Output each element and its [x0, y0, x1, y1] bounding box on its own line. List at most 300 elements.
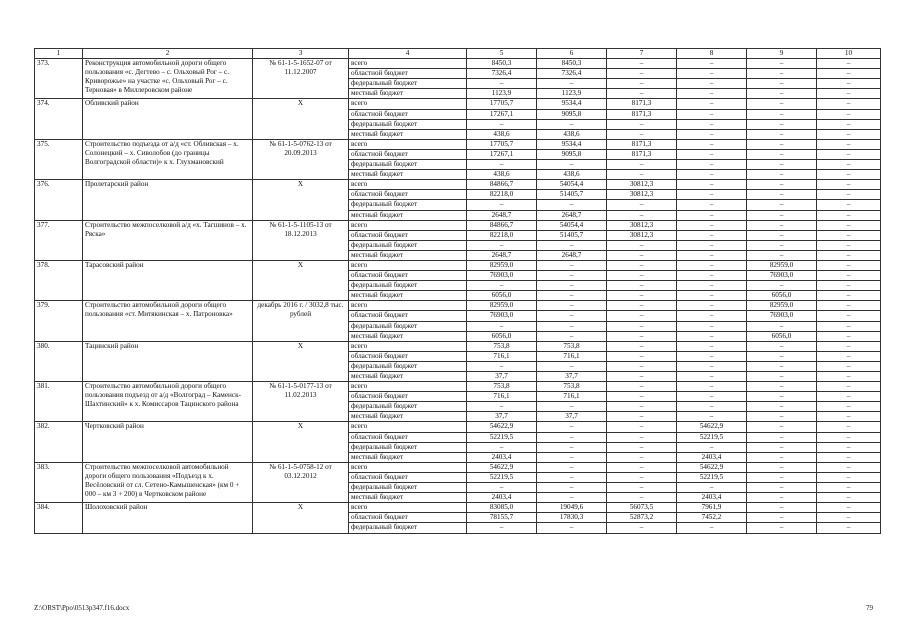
amount-cell: – [537, 523, 607, 533]
row-number: 380. [35, 341, 83, 381]
amount-cell: – [607, 331, 677, 341]
amount-cell: – [677, 412, 747, 422]
table-row [35, 180, 881, 190]
amount-cell: – [817, 331, 881, 341]
amount-cell: 37,7 [537, 412, 607, 422]
amount-cell: – [607, 129, 677, 139]
amount-cell: – [607, 89, 677, 99]
amount-cell: – [607, 271, 677, 281]
amount-cell: 82218,0 [467, 190, 537, 200]
amount-cell: – [747, 321, 817, 331]
amount-cell: – [607, 311, 677, 321]
amount-cell: 84866,7 [467, 220, 537, 230]
amount-cell: – [537, 442, 607, 452]
amount-cell: – [817, 59, 881, 69]
row-number: 382. [35, 422, 83, 462]
amount-cell: 17267,1 [467, 149, 537, 159]
page-number: 79 [866, 604, 873, 612]
header-cell: 10 [817, 49, 881, 59]
amount-cell: – [537, 483, 607, 493]
amount-cell: 8171,3 [607, 149, 677, 159]
amount-cell: – [537, 301, 607, 311]
amount-cell: – [537, 271, 607, 281]
amount-cell: – [677, 99, 747, 109]
amount-cell: – [747, 190, 817, 200]
table-row [35, 301, 881, 311]
funding-source-label: местный бюджет [349, 291, 467, 301]
amount-cell: – [537, 119, 607, 129]
amount-cell: – [607, 432, 677, 442]
funding-source-label: всего [349, 422, 467, 432]
amount-cell: 8450,3 [467, 59, 537, 69]
amount-cell: – [677, 160, 747, 170]
amount-cell: 76903,0 [467, 271, 537, 281]
funding-source-label: всего [349, 503, 467, 513]
amount-cell: – [747, 109, 817, 119]
amount-cell: – [817, 160, 881, 170]
amount-cell: – [747, 422, 817, 432]
amount-cell: – [677, 220, 747, 230]
amount-cell: 17830,3 [537, 513, 607, 523]
amount-cell: – [747, 230, 817, 240]
amount-cell: 2648,7 [537, 250, 607, 260]
amount-cell: – [677, 361, 747, 371]
amount-cell: 83085,0 [467, 503, 537, 513]
object-name: Строительство подъезда от а/д «ст. Обливская – х. Солонецкий – х. Сиволобов (до границы Волгоградской области)» к х. Глухмановский [83, 139, 253, 179]
amount-cell: 82959,0 [467, 260, 537, 270]
amount-cell: – [537, 462, 607, 472]
amount-cell: – [817, 149, 881, 159]
amount-cell: – [817, 170, 881, 180]
funding-source-label: федеральный бюджет [349, 483, 467, 493]
funding-source-label: федеральный бюджет [349, 321, 467, 331]
row-number: 384. [35, 503, 83, 533]
funding-source-label: всего [349, 462, 467, 472]
funding-source-label: федеральный бюджет [349, 402, 467, 412]
amount-cell: – [677, 271, 747, 281]
amount-cell: – [747, 200, 817, 210]
amount-cell: – [817, 513, 881, 523]
amount-cell: – [677, 250, 747, 260]
amount-cell: – [677, 240, 747, 250]
amount-cell: – [817, 372, 881, 382]
amount-cell: – [537, 432, 607, 442]
funding-source-label: областной бюджет [349, 472, 467, 482]
table-row [35, 382, 881, 392]
amount-cell: 52219,5 [467, 432, 537, 442]
amount-cell: – [677, 311, 747, 321]
amount-cell: – [677, 79, 747, 89]
amount-cell: – [537, 311, 607, 321]
funding-source-label: местный бюджет [349, 372, 467, 382]
funding-source-label: федеральный бюджет [349, 442, 467, 452]
amount-cell: – [747, 493, 817, 503]
table-row [35, 503, 881, 513]
amount-cell: – [677, 372, 747, 382]
amount-cell: – [747, 281, 817, 291]
amount-cell: – [817, 230, 881, 240]
amount-cell: 2403,4 [677, 493, 747, 503]
amount-cell: – [817, 382, 881, 392]
amount-cell: – [677, 69, 747, 79]
amount-cell: – [817, 271, 881, 281]
amount-cell: 1123,9 [537, 89, 607, 99]
amount-cell: – [677, 392, 747, 402]
amount-cell: 438,6 [537, 129, 607, 139]
amount-cell: – [817, 79, 881, 89]
amount-cell: – [607, 452, 677, 462]
funding-source-label: всего [349, 180, 467, 190]
amount-cell: – [467, 281, 537, 291]
amount-cell: – [817, 281, 881, 291]
amount-cell: 716,1 [467, 351, 537, 361]
amount-cell: 753,8 [467, 341, 537, 351]
amount-cell: 8450,3 [537, 59, 607, 69]
funding-source-label: местный бюджет [349, 89, 467, 99]
table-row [35, 422, 881, 432]
amount-cell: – [677, 210, 747, 220]
amount-cell: – [677, 230, 747, 240]
object-name: Реконструкция автомобильной дороги общего пользования «с. Дегтево – с. Ольховый Рог – с. Криворожье» на участке «с. Ольховый Рог – с. Терновая» в Миллеровском районе [83, 59, 253, 99]
amount-cell: – [607, 483, 677, 493]
funding-source-label: областной бюджет [349, 311, 467, 321]
amount-cell: – [747, 89, 817, 99]
amount-cell: – [607, 281, 677, 291]
amount-cell: – [817, 341, 881, 351]
amount-cell: – [677, 149, 747, 159]
amount-cell: – [467, 483, 537, 493]
amount-cell: – [747, 513, 817, 523]
table-row [35, 59, 881, 69]
amount-cell: – [747, 79, 817, 89]
expertise-document: № 61-1-5-0177-13 от 11.02.2013 [253, 382, 349, 422]
amount-cell: – [677, 260, 747, 270]
funding-source-label: областной бюджет [349, 392, 467, 402]
funding-source-label: федеральный бюджет [349, 281, 467, 291]
amount-cell: – [607, 79, 677, 89]
amount-cell: – [747, 240, 817, 250]
amount-cell: – [537, 452, 607, 462]
amount-cell: 7961,9 [677, 503, 747, 513]
expertise-document: № 61-1-5-1105-13 от 18.12.2013 [253, 220, 349, 260]
amount-cell: – [607, 170, 677, 180]
funding-source-label: местный бюджет [349, 129, 467, 139]
expertise-document: № 61-1-5-1652-07 от 11.12.2007 [253, 59, 349, 99]
row-number: 379. [35, 301, 83, 341]
amount-cell: 438,6 [467, 129, 537, 139]
expertise-document: № 61-1-5-0762-13 от 20.09.2013 [253, 139, 349, 179]
amount-cell: – [607, 422, 677, 432]
amount-cell: – [817, 321, 881, 331]
amount-cell: – [607, 119, 677, 129]
amount-cell: – [607, 341, 677, 351]
amount-cell: – [607, 412, 677, 422]
amount-cell: – [467, 321, 537, 331]
amount-cell: – [747, 483, 817, 493]
funding-source-label: областной бюджет [349, 351, 467, 361]
amount-cell: – [747, 69, 817, 79]
amount-cell: 9095,8 [537, 109, 607, 119]
amount-cell: – [747, 402, 817, 412]
amount-cell: 78155,7 [467, 513, 537, 523]
amount-cell: – [817, 139, 881, 149]
funding-source-label: местный бюджет [349, 452, 467, 462]
amount-cell: – [817, 493, 881, 503]
amount-cell: – [747, 361, 817, 371]
amount-cell: 438,6 [467, 170, 537, 180]
amount-cell: – [537, 472, 607, 482]
amount-cell: 54622,9 [467, 422, 537, 432]
header-cell: 6 [537, 49, 607, 59]
amount-cell: – [677, 139, 747, 149]
amount-cell: 2403,4 [677, 452, 747, 462]
amount-cell: 17267,1 [467, 109, 537, 119]
amount-cell: – [747, 149, 817, 159]
table-row [35, 341, 881, 351]
funding-source-label: всего [349, 260, 467, 270]
funding-source-label: областной бюджет [349, 271, 467, 281]
amount-cell: – [677, 281, 747, 291]
amount-cell: – [607, 462, 677, 472]
table-body [35, 49, 881, 534]
amount-cell: 8171,3 [607, 99, 677, 109]
amount-cell: – [607, 260, 677, 270]
amount-cell: – [817, 503, 881, 513]
object-name: Обливский район [83, 99, 253, 139]
amount-cell: – [677, 89, 747, 99]
amount-cell: – [817, 442, 881, 452]
amount-cell: – [747, 442, 817, 452]
funding-source-label: всего [349, 382, 467, 392]
amount-cell: – [607, 372, 677, 382]
amount-cell: 82218,0 [467, 230, 537, 240]
amount-cell: – [537, 361, 607, 371]
amount-cell: 30812,3 [607, 190, 677, 200]
amount-cell: – [747, 462, 817, 472]
amount-cell: – [607, 200, 677, 210]
amount-cell: 54622,9 [677, 422, 747, 432]
amount-cell: – [607, 59, 677, 69]
amount-cell: – [747, 523, 817, 533]
amount-cell: 54054,4 [537, 180, 607, 190]
funding-source-label: всего [349, 99, 467, 109]
expertise-document: Х [253, 422, 349, 462]
amount-cell: 82959,0 [747, 301, 817, 311]
amount-cell: – [537, 240, 607, 250]
amount-cell: 438,6 [537, 170, 607, 180]
funding-source-label: местный бюджет [349, 412, 467, 422]
footer-file-path: Z:\ORST\Ppo\0513p347.f16.docx [34, 604, 130, 612]
amount-cell: – [467, 79, 537, 89]
amount-cell: – [677, 119, 747, 129]
amount-cell: – [537, 79, 607, 89]
amount-cell: – [747, 210, 817, 220]
budget-table [34, 48, 881, 534]
amount-cell: 753,8 [537, 382, 607, 392]
amount-cell: 76903,0 [467, 311, 537, 321]
amount-cell: – [607, 210, 677, 220]
table-row [35, 139, 881, 149]
amount-cell: – [747, 119, 817, 129]
funding-source-label: всего [349, 59, 467, 69]
amount-cell: – [747, 129, 817, 139]
amount-cell: – [817, 210, 881, 220]
amount-cell: 30812,3 [607, 220, 677, 230]
amount-cell: – [817, 89, 881, 99]
amount-cell: 6056,0 [747, 331, 817, 341]
amount-cell: – [467, 200, 537, 210]
amount-cell: – [747, 250, 817, 260]
amount-cell: – [817, 119, 881, 129]
amount-cell: – [747, 392, 817, 402]
amount-cell: – [467, 523, 537, 533]
amount-cell: – [817, 220, 881, 230]
amount-cell: – [467, 240, 537, 250]
amount-cell: 8171,3 [607, 139, 677, 149]
amount-cell: – [677, 109, 747, 119]
amount-cell: – [817, 190, 881, 200]
amount-cell: – [747, 503, 817, 513]
row-number: 375. [35, 139, 83, 179]
amount-cell: – [467, 361, 537, 371]
amount-cell: 7326,4 [467, 69, 537, 79]
amount-cell: – [747, 472, 817, 482]
amount-cell: – [607, 321, 677, 331]
amount-cell: – [747, 139, 817, 149]
amount-cell: – [607, 351, 677, 361]
amount-cell: 37,7 [467, 412, 537, 422]
amount-cell: 52219,5 [677, 472, 747, 482]
amount-cell: – [677, 483, 747, 493]
funding-source-label: областной бюджет [349, 513, 467, 523]
amount-cell: 82959,0 [747, 260, 817, 270]
expertise-document: декабрь 2016 г. / 3032,8 тыс. рублей [253, 301, 349, 341]
amount-cell: 2403,4 [467, 493, 537, 503]
amount-cell: – [607, 361, 677, 371]
amount-cell: 56073,5 [607, 503, 677, 513]
header-row [35, 49, 881, 59]
amount-cell: – [467, 442, 537, 452]
row-number: 376. [35, 180, 83, 220]
amount-cell: 30812,3 [607, 230, 677, 240]
amount-cell: – [817, 462, 881, 472]
amount-cell: – [607, 382, 677, 392]
funding-source-label: областной бюджет [349, 230, 467, 240]
amount-cell: – [607, 160, 677, 170]
amount-cell: 19049,6 [537, 503, 607, 513]
amount-cell: 52873,2 [607, 513, 677, 523]
amount-cell: – [537, 291, 607, 301]
amount-cell: 716,1 [467, 392, 537, 402]
object-name: Чертковский район [83, 422, 253, 462]
table-row [35, 260, 881, 270]
amount-cell: – [747, 59, 817, 69]
amount-cell: 82959,0 [467, 301, 537, 311]
amount-cell: – [677, 170, 747, 180]
object-name: Строительство автомобильной дороги общего пользования «ст. Митякинская – х. Патроновка» [83, 301, 253, 341]
header-cell: 5 [467, 49, 537, 59]
amount-cell: – [607, 250, 677, 260]
amount-cell: – [817, 301, 881, 311]
amount-cell: – [677, 190, 747, 200]
amount-cell: – [677, 291, 747, 301]
amount-cell: – [607, 69, 677, 79]
amount-cell: – [537, 160, 607, 170]
header-cell: 9 [747, 49, 817, 59]
header-cell: 1 [35, 49, 83, 59]
amount-cell: – [537, 422, 607, 432]
amount-cell: 52219,5 [677, 432, 747, 442]
amount-cell: 2648,7 [467, 250, 537, 260]
amount-cell: – [817, 351, 881, 361]
amount-cell: – [747, 170, 817, 180]
amount-cell: – [817, 483, 881, 493]
amount-cell: – [817, 260, 881, 270]
table-row [35, 220, 881, 230]
row-number: 374. [35, 99, 83, 139]
amount-cell: – [747, 220, 817, 230]
expertise-document: Х [253, 503, 349, 533]
amount-cell: 2648,7 [467, 210, 537, 220]
amount-cell: 2403,4 [467, 452, 537, 462]
amount-cell: 30812,3 [607, 180, 677, 190]
amount-cell: 37,7 [537, 372, 607, 382]
table-row [35, 99, 881, 109]
amount-cell: 51405,7 [537, 190, 607, 200]
funding-source-label: местный бюджет [349, 331, 467, 341]
amount-cell: – [607, 402, 677, 412]
amount-cell: – [677, 523, 747, 533]
funding-source-label: всего [349, 341, 467, 351]
funding-source-label: всего [349, 220, 467, 230]
amount-cell: 1123,9 [467, 89, 537, 99]
amount-cell: 716,1 [537, 351, 607, 361]
amount-cell: – [817, 412, 881, 422]
amount-cell: – [817, 311, 881, 321]
header-cell: 8 [677, 49, 747, 59]
amount-cell: – [817, 180, 881, 190]
funding-source-label: федеральный бюджет [349, 119, 467, 129]
amount-cell: – [817, 523, 881, 533]
amount-cell: – [607, 472, 677, 482]
row-number: 378. [35, 260, 83, 300]
amount-cell: 753,8 [467, 382, 537, 392]
amount-cell: – [677, 129, 747, 139]
amount-cell: – [607, 493, 677, 503]
amount-cell: – [747, 452, 817, 462]
amount-cell: – [747, 351, 817, 361]
funding-source-label: областной бюджет [349, 69, 467, 79]
expertise-document: Х [253, 180, 349, 220]
amount-cell: – [677, 442, 747, 452]
amount-cell: – [537, 493, 607, 503]
amount-cell: – [677, 331, 747, 341]
row-number: 383. [35, 462, 83, 502]
amount-cell: 7452,2 [677, 513, 747, 523]
amount-cell: – [467, 402, 537, 412]
amount-cell: – [467, 160, 537, 170]
amount-cell: – [817, 69, 881, 79]
amount-cell: 17705,7 [467, 99, 537, 109]
amount-cell: – [677, 321, 747, 331]
funding-source-label: всего [349, 139, 467, 149]
amount-cell: – [537, 260, 607, 270]
amount-cell: – [677, 351, 747, 361]
header-cell: 2 [83, 49, 253, 59]
amount-cell: – [817, 452, 881, 462]
amount-cell: – [537, 200, 607, 210]
amount-cell: – [607, 240, 677, 250]
